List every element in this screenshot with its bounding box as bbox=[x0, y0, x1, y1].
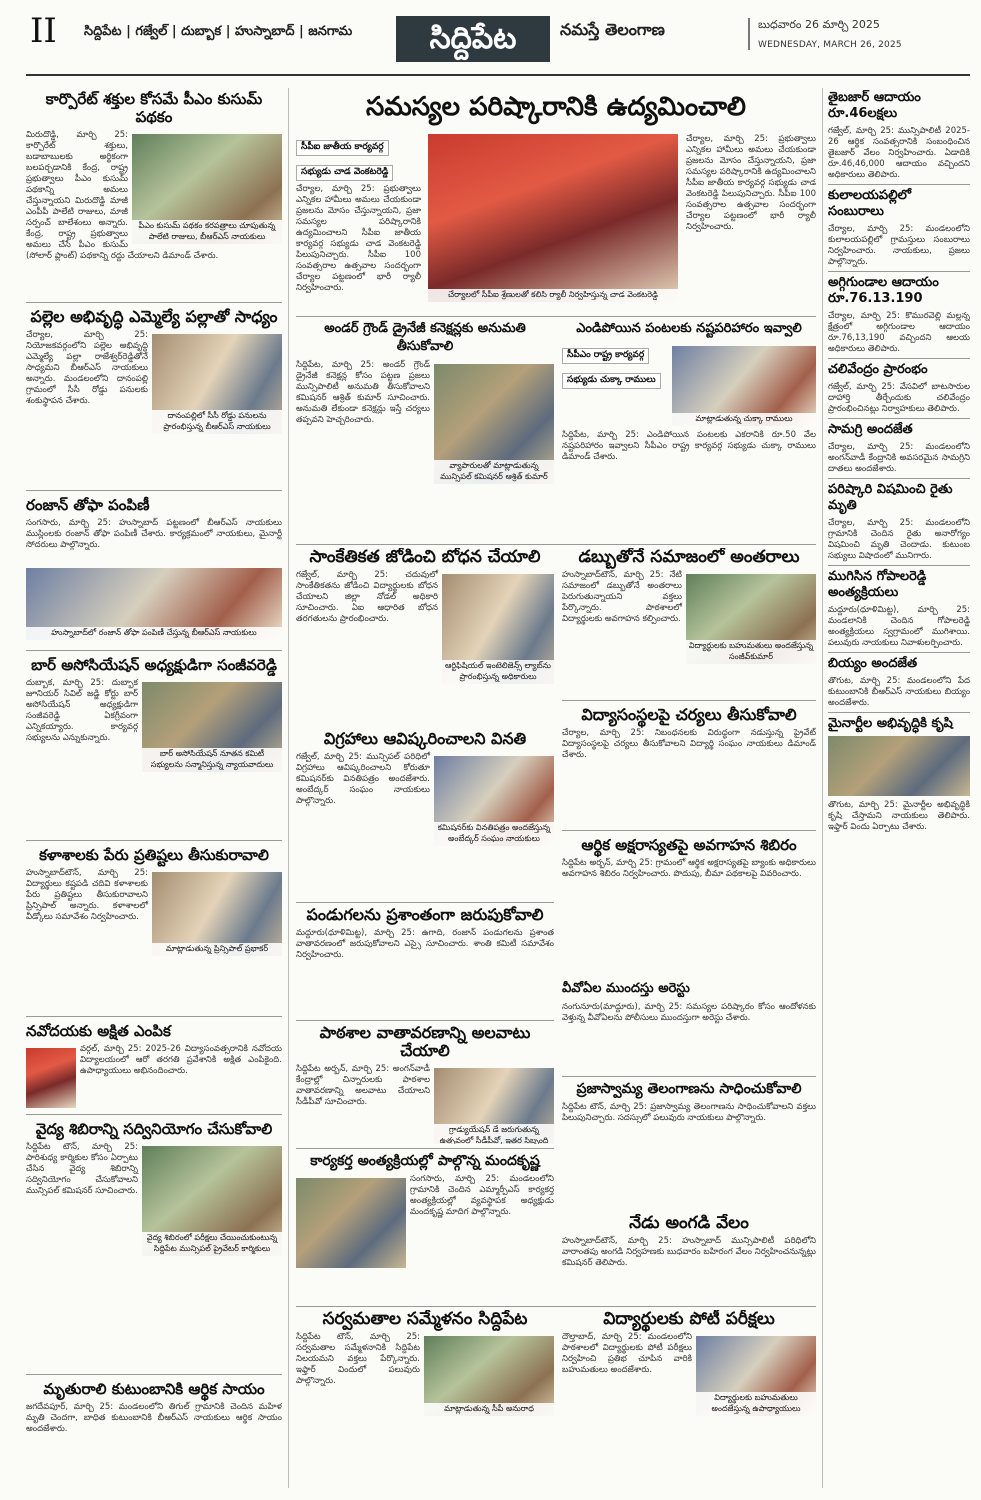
column-divider bbox=[822, 88, 823, 1488]
divider bbox=[296, 902, 554, 903]
headline: వీవోఏల ముందస్తు అరెస్టు bbox=[562, 981, 690, 996]
story-body: మద్దూరు(ధూళిమిట్ట), మార్చి 25: మండలానికి చెందిన గోపాలరెడ్డి అంత్యక్రియలు స్వగ్రామంలో ముగిశాయి. పలువురు నాయకులు నివాళులర్పించారు. bbox=[828, 605, 970, 648]
story-body: వర్గల్, మార్చి 25: 2025-26 విద్యాసంవత్సరానికి నవోదయ విద్యాలయంలో ఆరో తరగతి ప్రవేశానికి అక్షిత ఎంపికైంది. ఉపాధ్యాయులు అభినందించారు. bbox=[80, 1044, 282, 1076]
story-body: తొగుట, మార్చి 25: మైనార్టీల అభివృద్ధికి కృషి చేస్తామని నాయకులు తెలిపారు. ఇఫ్తార్ విందు ఏర్పాటు చేశారు. bbox=[828, 800, 970, 832]
story-body: చేర్యాల, మార్చి 25: నిబంధనలకు విరుద్ధంగా నడుస్తున్న ప్రైవేట్ విద్యాసంస్థలపై చర్యలు తీసుకోవాలని విద్యార్థి సంఘం నాయకులు డిమాండ్ చేశారు. bbox=[562, 728, 816, 760]
subhead-tag: సభ్యుడు చాడ వెంకటరెడ్డి bbox=[296, 165, 393, 181]
edition-title: సిద్దిపేట bbox=[396, 16, 550, 62]
headline: కళాశాలకు పేరు ప్రతిష్టలు తీసుకురావాలి bbox=[39, 846, 269, 864]
headline: కార్యకర్త అంత్యక్రియల్లో పాల్గొన్న మందకృష్ణ bbox=[310, 1153, 540, 1169]
story-festivals bbox=[296, 906, 554, 1016]
story-crop-compensation bbox=[562, 320, 816, 542]
story-bar-association bbox=[26, 656, 282, 836]
story-private-schools bbox=[562, 706, 816, 826]
story-photo bbox=[434, 756, 554, 846]
divider bbox=[828, 358, 970, 359]
divider bbox=[26, 490, 282, 491]
story-body: చేర్యాల, మార్చి 25: మండలంలోని గ్రామానికి చెందిన రైతు అనారోగ్యం విషమించి మృతి చెందాడు. కుటుంబ సభ్యులు విషాదంలో మునిగారు. bbox=[828, 518, 970, 561]
column-divider bbox=[288, 88, 289, 1488]
headline: విద్యాసంస్థలపై చర్యలు తీసుకోవాలి bbox=[581, 706, 797, 724]
photo-caption: వైద్య శిబిరంలో పరీక్షలు చేయించుకుంటున్న సిద్దిపేట మున్సిపల్ ప్రైవేటర్ కార్మికులు bbox=[142, 1232, 282, 1256]
photo-caption: బార్ అసోసియేషన్ నూతన కమిటీ సభ్యులను సన్మానిస్తున్న న్యాయవాదులు bbox=[142, 748, 282, 772]
photo-caption: హుస్నాబాద్‌లో రంజాన్ తోఫా పంపిణీ చేస్తున్న బీఆర్ఎస్ నాయకులు bbox=[26, 627, 282, 640]
story-photo bbox=[152, 872, 282, 956]
story-money-divide bbox=[562, 548, 816, 696]
brand-name: నమస్తే తెలంగాణ bbox=[560, 20, 665, 39]
story-body: సిద్దిపేట అర్బన్, మార్చి 25: గ్రామంలో ఆర్థిక అక్షరాస్యతపై బ్యాంకు అధికారులు అవగాహన శిబిరం నిర్వహించారు. పొదుపు, బీమా పథకాలపై వివరించారు. bbox=[562, 858, 816, 879]
headline: విద్యార్థులకు పోటీ పరీక్షలు bbox=[603, 1310, 775, 1329]
story-interfaith bbox=[296, 1310, 554, 1492]
divider bbox=[26, 1374, 282, 1375]
story-body: చేర్యాల, మార్చి 25: కొమురవెల్లి మల్లన్న క్షేత్రంలో అగ్గిగుండాల ఆదాయం రూ.76,13,190 వచ్చిందని ఆలయ అధికారులు తెలిపారు. bbox=[828, 311, 970, 354]
headline: వైద్య శిబిరాన్ని సద్వినియోగం చేసుకోవాలి bbox=[35, 1120, 273, 1138]
divider bbox=[26, 1114, 282, 1115]
story-body: చేర్యాల, మార్చి 25: నియోజకవర్గంలోని పల్లెల అభివృద్ధి ఎమ్మెల్యే పల్లా రాజేశ్వర్‌రెడ్డితోనే సాధ్యమని బీఆర్ఎస్ నాయకులు అన్నారు. మండలంలోని దానంపల్లి గ్రామంలో సీసీ రోడ్డు పనులకు శంకుస్థాపన చేశారు. bbox=[26, 330, 148, 406]
story-statue-petition bbox=[296, 730, 554, 898]
headline: బియ్యం అందజేత bbox=[828, 656, 918, 671]
divider bbox=[296, 1020, 554, 1021]
story-body: నంగునూరు(మాద్దూరు), మార్చి 25: సమస్యల పరిష్కారం కోసం ఆందోళనకు వెళ్తున్న వీవోఏలను పోలీసులు ముందస్తుగా అరెస్టు చేశారు. bbox=[562, 1002, 816, 1023]
divider bbox=[828, 184, 970, 185]
photo-caption: వ్యాపారులతో మాట్లాడుతున్న మున్సిపల్ కమిషనర్ ఆశ్రిత్ కుమార్ bbox=[434, 460, 554, 484]
photo-caption: చేర్యాలలో సీపీఐ శ్రేణులతో కలిసి ర్యాలీ నిర్వహిస్తున్న చాడ వెంకటరెడ్డి bbox=[428, 289, 678, 302]
story-medical-camp bbox=[26, 1120, 282, 1370]
story-pm-kusum bbox=[26, 90, 282, 300]
headline: ముగిసిన గోపాలరెడ్డి అంత్యక్రియలు bbox=[828, 569, 927, 600]
divider bbox=[26, 302, 282, 303]
headline: పాఠశాల వాతావరణాన్ని అలవాటు చేయాలి bbox=[319, 1024, 531, 1060]
headline: ఎండిపోయిన పంటలకు నష్టపరిహారం ఇవ్వాలి bbox=[576, 321, 802, 336]
story-body: హుస్నాబాద్‌టౌన్, మార్చి 25: నేటి సమాజంలో డబ్బుతోనే అంతరాలు పెరుగుతున్నాయని వక్తలు పేర్కొన్నారు. పాఠశాలలో విద్యార్థులకు అవగాహన కల్పించారు. bbox=[562, 570, 682, 624]
headline: కులాలయపల్లిలో సంబురాలు bbox=[828, 188, 911, 219]
story-body: సిద్దిపేట టౌన్, మార్చి 25: పారిశుధ్య కార్మికుల కోసం ఏర్పాటు చేసిన వైద్య శిబిరాన్ని సద్వినియోగం చేసుకోవాలని మున్సిపల్ కమిషనర్ సూచించారు. bbox=[26, 1142, 138, 1196]
story-body: తొగుట, మార్చి 25: మండలంలోని పేద కుటుంబానికి బీఆర్ఎస్ నాయకులు బియ్యం అందజేశారు. bbox=[828, 676, 970, 708]
divider bbox=[296, 1306, 816, 1307]
date-english: WEDNESDAY, MARCH 26, 2025 bbox=[758, 40, 902, 50]
divider bbox=[828, 271, 970, 272]
headline: సామగ్రి అందజేత bbox=[828, 422, 913, 437]
story-body: గజ్వేల్, మార్చి 25: మున్సిపాలిటీ 2025-26 ఆర్థిక సంవత్సరానికి సంబంధించిన తైబజార్ వేలం నిర్వహించారు. ఏడాదికి రూ.46,46,000 ఆదాయం వచ్చిందని అధికారులు తెలిపారు. bbox=[828, 126, 970, 180]
photo-caption: మాట్లాడుతున్న సీపీ అనురాధ bbox=[424, 1403, 554, 1416]
masthead-rule bbox=[26, 74, 970, 76]
lead-photo bbox=[428, 134, 678, 302]
headline: విగ్రహాలు ఆవిష్కరించాలని వినతి bbox=[323, 730, 527, 748]
story-photo bbox=[434, 1068, 554, 1144]
headline: పరిష్కారి విషమించి రైతు మృతి bbox=[828, 482, 953, 513]
headline: రంజాన్ తోఫా పంపిణీ bbox=[26, 496, 150, 514]
headline: చలివేంద్రం ప్రారంభం bbox=[828, 362, 928, 377]
story-body: హుస్నాబాద్‌టౌన్, మార్చి 25: హుస్నాబాద్ మున్సిపాలిటీ పరిధిలోని వారాంతపు అంగడి నిర్వహణకు బుధవారం బహిరంగ వేలం నిర్వహించనున్నట్లు కమిషనర్ తెలిపారు. bbox=[562, 1236, 816, 1268]
masthead bbox=[0, 0, 981, 72]
headline: అగ్గిగుండాల ఆదాయం రూ.76.13.190 bbox=[828, 275, 939, 306]
subhead-tag: సీపీఐ జాతీయ కార్యవర్గ bbox=[296, 140, 389, 156]
headline: సర్వమతాల సమ్మేళనం సిద్దిపేట bbox=[322, 1310, 528, 1329]
photo-caption: ఆర్టిఫిషియల్ ఇంటెలిజెన్స్ ల్యాబ్‌ను ప్రారంభిస్తున్న అధికారులు bbox=[442, 660, 554, 684]
subhead-tag: సీపీఎం రాష్ట్ర కార్యవర్గ bbox=[562, 348, 649, 364]
story-body: దౌల్తాబాద్, మార్చి 25: మండలంలోని పాఠశాలలో విద్యార్థులకు పోటీ పరీక్షలు నిర్వహించి ప్రతిభ చూపిన వారికి బహుమతులు అందజేశారు. bbox=[562, 1332, 692, 1375]
divider bbox=[828, 478, 970, 479]
headline: డబ్బుతోనే సమాజంలో అంతరాలు bbox=[578, 548, 800, 567]
headline: మైనార్టీల అభివృద్ధికి కృషి bbox=[828, 716, 953, 731]
subhead-tag: సభ్యుడు చుక్కా రాములు bbox=[562, 373, 661, 389]
headline: ఆర్థిక అక్షరాస్యతపై అవగాహన శిబిరం bbox=[581, 836, 797, 854]
story-body: చేర్యాల, మార్చి 25: మండలంలోని కులాలయపల్లిలో గ్రామస్తులు సంబురాలు నిర్వహించారు. నాయకులు, ప్రజలు పాల్గొన్నారు. bbox=[828, 224, 970, 267]
story-body: మద్దూరు(ధూళిమిట్ట), మార్చి 25: ఉగాది, రంజాన్ పండుగలను ప్రశాంత వాతావరణంలో జరుపుకోవాలని ఎస్సై సూచించారు. శాంతి కమిటీ సమావేశం నిర్వహించారు. bbox=[296, 928, 554, 960]
story-photo bbox=[142, 682, 282, 772]
divider bbox=[296, 1148, 554, 1149]
headline: ప్రజాస్వామ్య తెలంగాణను సాధించుకోవాలి bbox=[576, 1081, 802, 1097]
story-photo bbox=[152, 334, 282, 434]
story-body: జగదేవపూర్, మార్చి 25: మండలంలోని తిగుల్ గ్రామానికి చెందిన మహిళ మృతి చెందగా, బాధిత కుటుంబానికి బీఆర్ఎస్ నాయకులు ఆర్థిక సాయం అందజేశారు. bbox=[26, 1402, 282, 1434]
story-photo bbox=[296, 1178, 406, 1268]
edition-towns: సిద్దిపేట | గజ్వేల్ | దుబ్బాక | హుస్నాబాద్ | జనగామ bbox=[84, 24, 353, 39]
photo-caption: విద్యార్థులకు బహుమతులు అందజేస్తున్న సంజీవ్‌కుమార్ bbox=[686, 640, 816, 664]
story-body: మిరుదొడ్డి, మార్చి 25: కార్పొరేట్ శక్తులు, బడాబాబులకు అర్థికంగా బలపర్చడానికి కేంద్ర, రాష్ట్ర ప్రభుత్వాలు పీఎం కుసుమ్ పథకాన్ని అమలు చేస్తున్నాయని మిరుదొడ్డి మాజీ ఎంపీపీ పాలేటి రాజులు, మాజీ సర్పంచ్ బాలేశంలు అన్నారు. కేంద్ర, రాష్ట్ర ప్రభుత్వాలు అమలు చేసే పీఎం కుసుమ్ (సోలార్ ప్లాంట్) పథకాన్ని రద్దు చేయాలని డిమాండ్ చేశారు. bbox=[26, 130, 219, 261]
headline: మృతురాలి కుటుంబానికి ఆర్థిక సాయం bbox=[43, 1380, 265, 1398]
story-competitive-exams bbox=[562, 1310, 816, 1492]
story-technology-teaching bbox=[296, 548, 554, 726]
divider bbox=[562, 830, 816, 831]
story-body: గజ్వేల్, మార్చి 25: వేసవిలో బాటసారుల దాహార్తి తీర్చేందుకు చలివేంద్రం ప్రారంభించినట్లు నిర్వాహకులు తెలిపారు. bbox=[828, 382, 970, 414]
headline: పండుగలను ప్రశాంతంగా జరుపుకోవాలి bbox=[306, 906, 544, 924]
story-village-development bbox=[26, 308, 282, 488]
photo-caption: దానంపల్లిలో సీసీ రోడ్డు పనులను ప్రారంభిస్తున్న బీఆర్ఎస్ నాయకులు bbox=[152, 410, 282, 434]
headline: నవోదయకు అక్షిత ఎంపిక bbox=[26, 1022, 171, 1040]
story-voa-arrest bbox=[562, 980, 816, 1072]
divider bbox=[562, 1076, 816, 1077]
photo-caption: గ్రాడ్యుయేషన్ డే జరుగుతున్న ఉత్సవంలో సీడీపీవో, ఇతర సిబ్బంది bbox=[434, 1124, 554, 1144]
story-body: హుస్నాబాద్‌టౌన్, మార్చి 25: విద్యార్థులు కష్టపడి చదివి కళాశాలకు పేరు ప్రతిష్టలు తీసుకురావాలని ప్రిన్సిపాల్ అన్నారు. కళాశాలలో వీడ్కోలు సమావేశం నిర్వహించారు. bbox=[26, 868, 148, 922]
divider bbox=[26, 840, 282, 841]
story-body: గజ్వేల్, మార్చి 25: చదువులో సాంకేతికతను జోడించి విద్యార్థులకు బోధన చేయాలని జిల్లా నోడల్ అధికారి సూచించారు. ఏఐ ఆధారిత బోధన తరగతులను ప్రారంభించారు. bbox=[296, 570, 438, 624]
story-photo bbox=[442, 574, 554, 684]
story-financial-literacy bbox=[562, 836, 816, 976]
student-photo bbox=[26, 1048, 76, 1108]
story-body: సిద్దిపేట అర్బన్, మార్చి 25: అంగన్‌వాడీ కేంద్రాల్లో చిన్నారులకు పాఠశాల వాతావరణాన్ని అలవాటు చేయాలని సీడీపీవో సూచించారు. bbox=[296, 1064, 430, 1107]
divider bbox=[296, 316, 816, 317]
headline: నేడు అంగడి వేలం bbox=[629, 1214, 749, 1233]
story-body: సంగసారు, మార్చి 25: మండలంలోని గ్రామానికి చెందిన ఎమ్మార్పీఎస్ కార్యకర్త అంత్యక్రియల్లో వ్యవస్థాపక అధ్యక్షుడు మందకృష్ణ మాదిగ పాల్గొన్నారు. bbox=[410, 1174, 554, 1217]
story-ramzan-gift bbox=[26, 496, 282, 646]
story-photo bbox=[696, 1336, 816, 1416]
story-photo bbox=[132, 134, 282, 244]
divider bbox=[828, 418, 970, 419]
story-photo bbox=[424, 1336, 554, 1416]
date-telugu: బుధవారం 26 మార్చి 2025 bbox=[758, 18, 880, 31]
headline: సాంకేతికత జోడించి బోధన చేయాలి bbox=[309, 548, 541, 567]
lead-story bbox=[296, 90, 816, 312]
lead-body: చేర్యాల, మార్చి 25: ప్రభుత్వాలు ఎన్నికల హామీలు అమలు చేయకుండా ప్రజలను మోసం చేస్తున్నాయని, ప్రజా సమస్యల పరిష్కారానికి ఉద్యమించాలని సీపీఐ జాతీయ కార్యవర్గ సభ్యుడు చాడ వెంకటరెడ్డి పిలుపునిచ్చారు. సీపీఐ 100 సంవత్సరాల ఉత్సవాల సందర్భంగా చేర్యాల పట్టణంలో భారీ ర్యాలీ నిర్వహించారు. bbox=[296, 184, 421, 293]
photo-caption: విద్యార్థులకు బహుమతులు అందజేస్తున్న ఉపాధ్యాయులు bbox=[696, 1392, 816, 1416]
story-underground-drainage bbox=[296, 320, 554, 542]
headline: అండర్ గ్రౌండ్ డ్రైనేజీ కనెక్షన్లకు అనుమతి తీసుకోవాలి bbox=[324, 321, 526, 354]
story-body: సంగసారు, మార్చి 25: హుస్నాబాద్ పట్టణంలో బీఆర్ఎస్ నాయకులు ముస్లింలకు రంజాన్ తోఫా పంపిణీ చేశారు. కార్యక్రమంలో నాయకులు, మైనార్టీ సోదరులు పాల్గొన్నారు. bbox=[26, 518, 282, 550]
headline: కార్పొరేట్ శక్తుల కోసమే పీఎం కుసుమ్ పథకం bbox=[45, 90, 263, 126]
divider bbox=[26, 650, 282, 651]
story-mandakrishna bbox=[296, 1152, 554, 1302]
divider bbox=[562, 700, 816, 701]
divider bbox=[828, 712, 970, 713]
story-body: సిద్దిపేట, మార్చి 25: అండర్ గ్రౌండ్ డ్రైనేజీ కనెక్షన్ల కోసం పట్టణ ప్రజలు మున్సిపాలిటీ అనుమతి తీసుకోవాలని కమిషనర్ ఆశ్రిత్ కుమార్ సూచించారు. అనుమతి లేకుండా కనెక్షన్లు ఇస్తే చర్యలు తప్పవని హెచ్చరించారు. bbox=[296, 360, 430, 425]
story-photo bbox=[828, 736, 970, 796]
headline: బార్ అసోసియేషన్ అధ్యక్షుడిగా సంజీవరెడ్డి bbox=[31, 656, 277, 674]
story-body: సిద్దిపేట టౌన్, మార్చి 25: ప్రజాస్వామ్య తెలంగాణను సాధించుకోవాలని వక్తలు పిలుపునిచ్చారు. సదస్సులో పలువురు నాయకులు పాల్గొన్నారు. bbox=[562, 1102, 816, 1123]
story-photo bbox=[26, 568, 282, 640]
story-body: చేర్యాల, మార్చి 25: మండలంలోని అంగన్‌వాడీ కేంద్రానికి అవసరమైన సామగ్రిని దాతలు అందజేశారు. bbox=[828, 442, 970, 474]
story-body: దుబ్బాక, మార్చి 25: దుబ్బాక జూనియర్ సివిల్ జడ్జి కోర్టు బార్ అసోసియేషన్ అధ్యక్షుడిగా సంజీవరెడ్డి ఏకగ్రీవంగా ఎన్నికయ్యారు. కార్యవర్గ సభ్యులను ఎన్నుకున్నారు. bbox=[26, 678, 138, 743]
date-block bbox=[748, 18, 978, 50]
story-body: గజ్వేల్, మార్చి 25: మున్సిపల్ పరిధిలో విగ్రహాలు ఆవిష్కరించాలని కోరుతూ కమిషనర్‌కు వినతిపత్రం అందజేశారు. అంబేద్కర్ సంఘం నాయకులు పాల్గొన్నారు. bbox=[296, 752, 430, 806]
headline: పల్లెల అభివృద్ధి ఎమ్మెల్యే పల్లాతో సాధ్యం bbox=[30, 308, 278, 326]
story-navodaya bbox=[26, 1022, 282, 1112]
story-photo bbox=[672, 346, 816, 426]
story-photo bbox=[142, 1146, 282, 1256]
lead-body-continued: చేర్యాల, మార్చి 25: ప్రభుత్వాలు ఎన్నికల హామీలు అమలు చేయకుండా ప్రజలను మోసం చేస్తున్నాయని, ప్రజా సమస్యల పరిష్కారానికి ఉద్యమించాలని సీపీఐ జాతీయ కార్యవర్గ సభ్యుడు చాడ వెంకటరెడ్డి పిలుపునిచ్చారు. సీపీఐ 100 సంవత్సరాల ఉత్సవాల సందర్భంగా చేర్యాల పట్టణంలో భారీ ర్యాలీ నిర్వహించారు. bbox=[686, 134, 816, 232]
divider bbox=[296, 544, 816, 545]
right-column bbox=[828, 90, 970, 1492]
photo-caption: పీఎం కుసుమ్ పథకం కరపత్రాలు చూపుతున్న పాలేటి రాజులు, బీఆర్ఎస్ నాయకులు bbox=[132, 220, 282, 244]
photo-caption: మాట్లాడుతున్న ప్రిన్సిపాల్ ప్రభాకర్ bbox=[152, 943, 282, 956]
story-body: సిద్దిపేట టౌన్, మార్చి 25: సర్వమతాల సమ్మేళనానికి సిద్దిపేట నిలయమని వక్తలు పేర్కొన్నారు. ఇఫ్తార్ విందులో పలువురు పాల్గొన్నారు. bbox=[296, 1332, 420, 1386]
photo-caption: కమిషనర్‌కు వినతిపత్రం అందజేస్తున్న అంబేద్కర్ సంఘం నాయకులు bbox=[434, 822, 554, 846]
story-photo bbox=[434, 364, 554, 484]
story-body: సిద్దిపేట, మార్చి 25: ఎండిపోయిన పంటలకు ఎకరానికి రూ.50 వేల నష్టపరిహారం ఇవ్వాలని సీపీఎం రాష్ట్ర కార్యవర్గ సభ్యుడు చుక్కా రాములు డిమాండ్ చేశారు. bbox=[562, 430, 816, 462]
lead-headline: సమస్యల పరిష్కారానికి ఉద్యమించాలి bbox=[366, 92, 746, 122]
divider bbox=[828, 652, 970, 653]
story-democratic-telangana bbox=[562, 1080, 816, 1210]
story-college-reputation bbox=[26, 846, 282, 1012]
headline: తైబజార్ ఆదాయం రూ.46లక్షలు bbox=[828, 90, 921, 121]
story-market-auction bbox=[562, 1214, 816, 1304]
story-anganwadi bbox=[296, 1024, 554, 1144]
photo-caption: మాట్లాడుతున్న చుక్కా రాములు bbox=[672, 413, 816, 426]
story-photo bbox=[686, 574, 816, 664]
divider bbox=[26, 1016, 282, 1017]
story-financial-aid bbox=[26, 1380, 282, 1492]
divider bbox=[828, 565, 970, 566]
page-number: II bbox=[30, 11, 57, 51]
